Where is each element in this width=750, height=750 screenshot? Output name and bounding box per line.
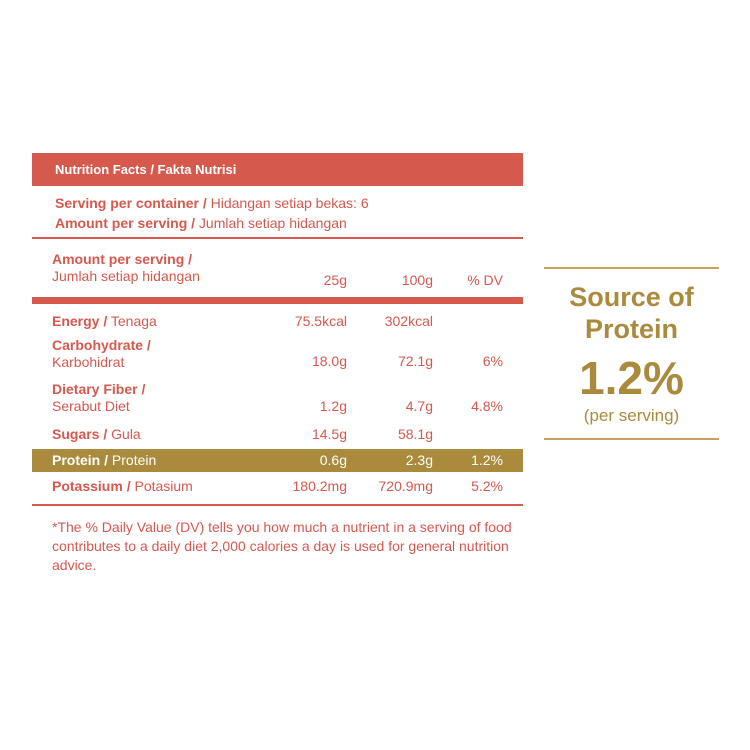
serving-container-label: Serving per container /: [55, 195, 207, 211]
header-col-100g: 100g: [401, 272, 433, 288]
row-sugars-label-bold: Sugars /: [52, 426, 108, 442]
row-energy-v1: 75.5kcal: [294, 313, 347, 329]
row-energy-label: [52, 313, 157, 330]
row-carbohydrate-label-text: Karbohidrat: [52, 354, 125, 370]
row-protein-v2: 2.3g: [405, 452, 433, 468]
serving-per-container: [55, 193, 523, 213]
row-protein-v3: 1.2%: [471, 452, 503, 468]
header-label-bold: Amount per serving /: [52, 251, 193, 267]
row-sugars-label: [52, 426, 141, 443]
row-carbohydrate-label: [52, 337, 151, 371]
badge-bottom-line: [544, 438, 719, 440]
row-potassium-label-text: Potasium: [130, 478, 193, 494]
amount-per-serving: [55, 213, 523, 233]
row-carbohydrate-label-bold: Carbohydrate /: [52, 337, 151, 353]
row-sugars-label-text: Gula: [107, 426, 141, 442]
row-fiber-v1: 1.2g: [319, 398, 347, 414]
row-potassium-v2: 720.9mg: [378, 478, 433, 494]
header-col-dv: % DV: [467, 272, 503, 288]
row-fiber-v2: 4.7g: [405, 398, 433, 414]
row-carbohydrate-v1: 18.0g: [311, 353, 347, 369]
row-potassium-v3: 5.2%: [471, 478, 503, 494]
divider-bottom: [32, 504, 523, 506]
header-col-25g: 25g: [323, 272, 347, 288]
row-fiber-label-text: Serabut Diet: [52, 398, 130, 414]
row-sugars-v2: 58.1g: [397, 426, 433, 442]
row-carbohydrate-v3: 6%: [482, 353, 503, 369]
row-fiber-label: [52, 381, 145, 415]
row-protein-label-text: Protein: [108, 452, 157, 468]
divider-top: [32, 237, 523, 239]
badge-value: 1.2%: [579, 352, 684, 404]
row-potassium-label: [52, 478, 193, 495]
row-energy-v2: 302kcal: [384, 313, 433, 329]
amount-serving-label: Amount per serving /: [55, 215, 196, 231]
daily-value-footnote: *The % Daily Value (DV) tells you how much a nutrient in a serving of food contributes to a daily diet 2,000 calories a day is used for general nutrition advice.: [52, 519, 512, 573]
row-fiber-v3: 4.8%: [471, 398, 503, 414]
column-header-row: [32, 251, 523, 291]
serving-container-value: Hidangan setiap bekas: 6: [206, 195, 369, 211]
header-label: [52, 251, 200, 285]
badge-note: (per serving): [583, 406, 680, 425]
amount-serving-value: Jumlah setiap hidangan: [195, 215, 347, 231]
badge-title-line2: Protein: [584, 314, 678, 344]
badge-title-line1: Source of: [569, 282, 694, 312]
header-label-text: Jumlah setiap hidangan: [52, 268, 200, 284]
row-potassium-v1: 180.2mg: [292, 478, 347, 494]
row-protein-label-bold: Protein /: [52, 452, 109, 468]
protein-source-badge: [544, 267, 719, 440]
divider-thick: [32, 297, 523, 304]
nutrition-title: Nutrition Facts / Fakta Nutrisi: [32, 153, 523, 186]
serving-info: [32, 186, 523, 236]
row-carbohydrate-v2: 72.1g: [397, 353, 433, 369]
row-energy-label-bold: Energy /: [52, 313, 108, 329]
row-protein-v1: 0.6g: [319, 452, 347, 468]
row-sugars-v1: 14.5g: [311, 426, 347, 442]
row-fiber-label-bold: Dietary Fiber /: [52, 381, 146, 397]
badge-top-line: [544, 267, 719, 269]
row-protein: [32, 449, 523, 472]
row-potassium-label-bold: Potassium /: [52, 478, 131, 494]
row-energy-label-text: Tenaga: [107, 313, 157, 329]
nutrition-facts-panel: [32, 153, 523, 494]
row-protein-label: [52, 449, 156, 472]
